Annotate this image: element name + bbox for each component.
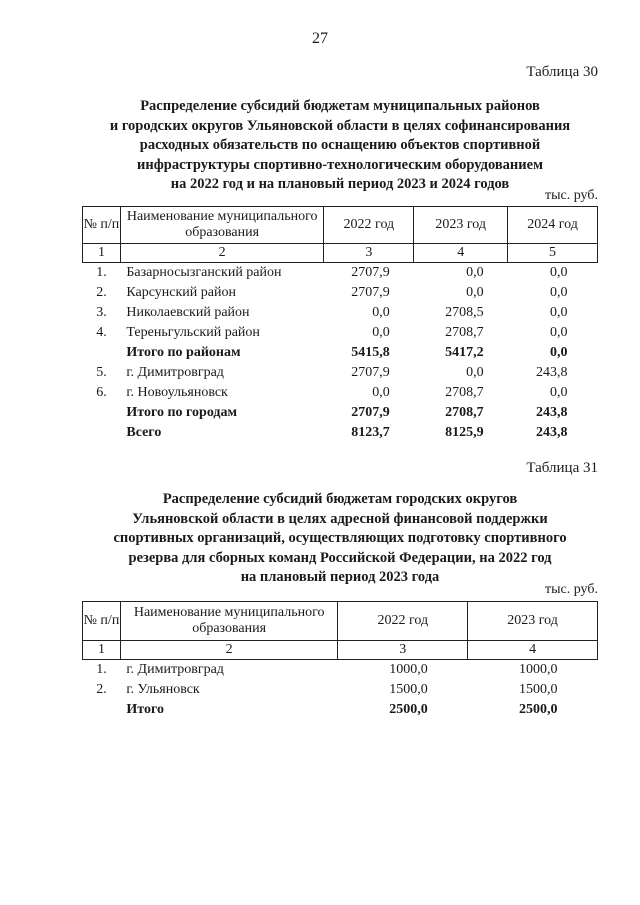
row-value: 0,0 (372, 385, 390, 400)
municipality-name: Всего (126, 425, 162, 440)
header-2023: 2023 год (468, 602, 598, 641)
title-line: расходных обязательств по оснащению объектов спортивной (139, 137, 541, 153)
page-number: 27 (312, 30, 328, 47)
row-value: 0,0 (550, 325, 568, 340)
row-value: 2708,7 (445, 405, 484, 420)
col-number: 5 (508, 244, 598, 263)
header-name: Наименование муниципального образования (120, 207, 324, 244)
row-value: 8123,7 (351, 425, 390, 440)
title-line: спортивных организаций, осуществляющих подготовку спортивного (113, 530, 567, 546)
row-number: 2. (96, 285, 107, 300)
table31-column-numbers (83, 641, 598, 660)
row-number: 5. (96, 365, 107, 380)
municipality-name: Итого по городам (126, 405, 238, 420)
municipality-name: Итого по районам (126, 345, 241, 360)
header-2023: 2023 год (414, 207, 508, 244)
table31-label: Таблица 31 (526, 460, 598, 476)
row-value: 2500,0 (389, 702, 428, 717)
header-number: № п/п (83, 207, 121, 244)
municipality-name: г. Димитровград (126, 662, 224, 677)
row-number: 1. (96, 662, 107, 677)
table-row (83, 680, 598, 700)
table30-body (83, 263, 598, 444)
row-value: 2707,9 (351, 285, 390, 300)
row-number (83, 423, 121, 443)
row-number: 1. (96, 265, 107, 280)
title-line: и городских округов Ульяновской области в целях софинансирования (109, 117, 571, 134)
total-row (83, 423, 598, 443)
total-row (83, 700, 598, 720)
table-row (83, 363, 598, 383)
row-value: 243,8 (536, 405, 568, 420)
row-value: 2500,0 (519, 702, 558, 717)
col-number: 1 (83, 641, 121, 660)
row-number (83, 403, 121, 423)
title-line: инфраструктуры спортивно-технологическим оборудованием (137, 156, 543, 173)
title-line: резерва для сборных команд Российской Федерации, на 2022 год (128, 549, 552, 566)
table30 (82, 206, 598, 443)
title-line: на плановый период 2023 года (240, 569, 440, 585)
col-number: 1 (83, 244, 121, 263)
row-value: 0,0 (550, 265, 568, 280)
table31-header-row (83, 602, 598, 641)
header-name: Наименование муниципального образования (120, 602, 338, 641)
row-number: 6. (96, 385, 107, 400)
table31-body (83, 660, 598, 721)
municipality-name: Николаевский район (126, 305, 250, 320)
total-row (83, 343, 598, 363)
col-number: 4 (468, 641, 598, 660)
row-value: 243,8 (536, 425, 568, 440)
row-value: 2707,9 (351, 365, 390, 380)
header-number: № п/п (83, 602, 121, 641)
header-2022: 2022 год (324, 207, 414, 244)
title-line: Распределение субсидий бюджетам муниципальных районов (140, 98, 540, 114)
row-value: 5415,8 (351, 345, 390, 360)
row-value: 243,8 (536, 365, 568, 380)
row-value: 2708,5 (445, 305, 484, 320)
table30-title (60, 97, 620, 195)
col-number: 3 (324, 244, 414, 263)
table31-unit: тыс. руб. (545, 582, 598, 597)
row-number (83, 700, 121, 720)
col-number: 2 (120, 244, 324, 263)
municipality-name: Тереньгульский район (126, 325, 260, 340)
municipality-name: Базарносызганский район (126, 265, 282, 280)
table-row (83, 323, 598, 343)
row-value: 1000,0 (519, 662, 558, 677)
row-value: 0,0 (372, 325, 390, 340)
table31 (82, 601, 598, 720)
municipality-name: г. Ульяновск (126, 682, 200, 697)
row-value: 8125,9 (445, 425, 484, 440)
title-line: Ульяновской области в целях адресной финансовой поддержки (132, 510, 548, 527)
municipality-name: г. Новоульяновск (126, 385, 228, 400)
col-number: 4 (414, 244, 508, 263)
header-2024: 2024 год (508, 207, 598, 244)
table30-column-numbers (83, 244, 598, 263)
table30-header-row (83, 207, 598, 244)
row-value: 0,0 (550, 285, 568, 300)
row-value: 2707,9 (351, 405, 390, 420)
row-number (83, 343, 121, 363)
table-row (83, 283, 598, 303)
table-row (83, 263, 598, 284)
table30-unit: тыс. руб. (545, 188, 598, 203)
row-value: 2708,7 (445, 325, 484, 340)
row-value: 0,0 (550, 385, 568, 400)
row-value: 0,0 (550, 305, 568, 320)
header-2022: 2022 год (338, 602, 468, 641)
table31-title (60, 490, 620, 588)
title-line: на 2022 год и на плановый период 2023 и 2024 годов (170, 176, 510, 192)
title-line: Распределение субсидий бюджетам городских округов (162, 491, 518, 507)
row-value: 1000,0 (389, 662, 428, 677)
row-value: 5417,2 (445, 345, 484, 360)
row-number: 2. (96, 682, 107, 697)
row-value: 0,0 (466, 285, 484, 300)
col-number: 3 (338, 641, 468, 660)
table30-label: Таблица 30 (526, 64, 598, 80)
table-row (83, 303, 598, 323)
row-value: 2707,9 (351, 265, 390, 280)
row-value: 1500,0 (389, 682, 428, 697)
row-value: 1500,0 (519, 682, 558, 697)
total-row (83, 403, 598, 423)
row-value: 2708,7 (445, 385, 484, 400)
row-number: 4. (96, 325, 107, 340)
municipality-name: г. Димитровград (126, 365, 224, 380)
row-value: 0,0 (466, 265, 484, 280)
row-value: 0,0 (466, 365, 484, 380)
municipality-name: Карсунский район (126, 285, 236, 300)
row-value: 0,0 (550, 345, 568, 360)
col-number: 2 (120, 641, 338, 660)
row-number: 3. (96, 305, 107, 320)
municipality-name: Итого (126, 702, 164, 717)
table-row (83, 383, 598, 403)
row-value: 0,0 (372, 305, 390, 320)
table-row (83, 660, 598, 681)
